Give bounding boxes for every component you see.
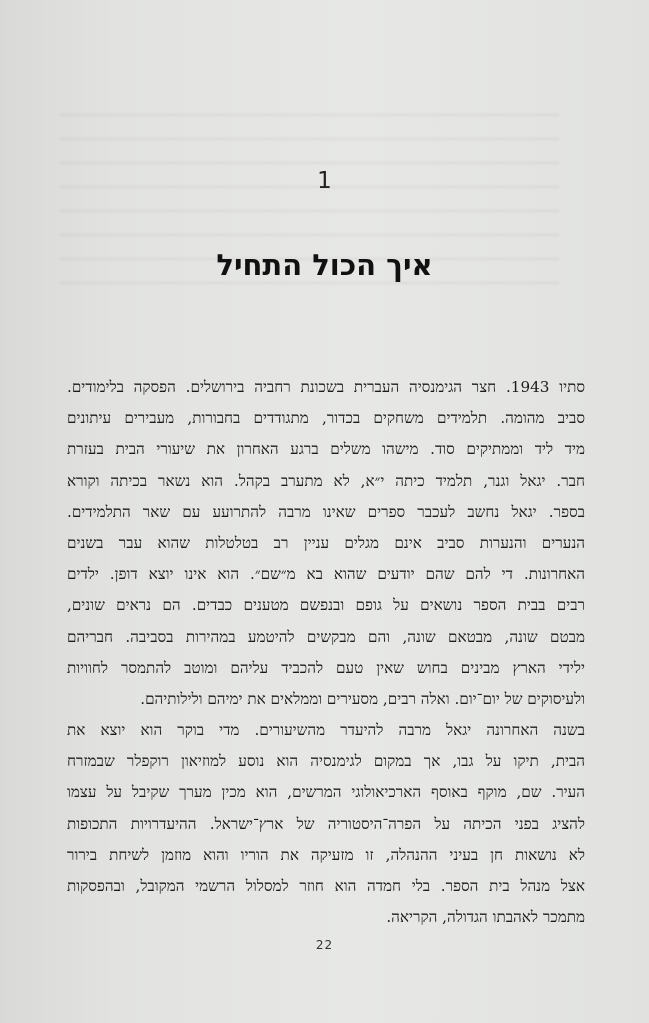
text-line: להציג בפני הכיתה על הפרה־היסטוריה של ארץ־ישראל. ההיעדרויות התכופות xyxy=(67,814,585,833)
chapter-body xyxy=(67,372,585,933)
chapter-title: איך הכול התחיל xyxy=(216,248,433,282)
text-line: רבים בבית הספר נושאים על גופם ובנפשם מטענים כבדים. הם נראים שונים, xyxy=(67,596,585,615)
text-line: הבית, תיקו על גבו, אך במקום לגימנסיה הוא נוסע למוזיאון רוקפלר שבמזרח xyxy=(67,752,585,771)
text-line: מיד ליד וממתיקים סוד. מישהו משלים ברגע האחרון את שיעורי הבית בעזרת xyxy=(67,440,585,459)
text-line: סביב מהומה. תלמידים משחקים בכדור, מתגודדים בחבורות, מעבירים עיתונים xyxy=(67,409,585,428)
text-line: לא נושאות חן בעיני ההנהלה, זו מזעיקה את הוריו והוא מוזמן לשיחת בירור xyxy=(67,845,585,864)
page-number: 22 xyxy=(315,938,334,952)
text-line: ילידי הארץ מבינים בחוש שאין טעם להכביד עליהם ומוטב להתמסר לחוויות xyxy=(67,658,585,677)
paragraph-1 xyxy=(67,372,585,715)
text-line: חבר. יגאל וגנר, תלמיד כיתה י״א, לא מתערב בקהל. הוא נשאר בכיתה וקורא xyxy=(67,471,585,490)
text-line: האחרונות. די להם שהם יודעים שהוא בא מ״שם״. הוא אינו יוצא דופן. ילדים xyxy=(67,565,585,584)
text-line: בספר. יגאל נחשב לעכבר ספרים שאינו מרבה להתרועע עם שאר התלמידים. xyxy=(67,502,585,521)
text-line: בשנה האחרונה יגאל מרבה להיעדר מהשיעורים. מדי בוקר הוא יוצא את xyxy=(67,721,585,740)
text-line: אצל מנהל בית הספר. בלי חמדה הוא חוזר למסלול הרשמי המקובל, ובהפסקות xyxy=(67,877,585,895)
text-line: סתיו 1943. חצר הגימנסיה העברית בשכונת רחביה בירושלים. הפסקה בלימודים. xyxy=(67,378,585,396)
text-line: מבטם שונה, מבטאם שונה, והם מבקשים להיטמע במהירות בסביבה. חבריהם xyxy=(67,627,585,646)
paragraph-2 xyxy=(67,715,585,933)
text-line: מתמכר לאהבתו הגדולה, הקריאה. xyxy=(386,908,585,927)
text-line: הנערים והנערות סביב אינם מגלים עניין רב בטלטלות שהוא עבר בשנים xyxy=(67,533,585,552)
text-line: העיר. שם, מוקף באוסף הארכיאולוגי המרשים, הוא מכין מערך שקיבל על עצמו xyxy=(67,783,585,802)
chapter-number: 1 xyxy=(317,168,332,194)
text-line: ולעיסוקים של יום־יום. ואלה רבים, מסעירים וממלאים את ימיהם ולילותיהם. xyxy=(140,689,585,708)
